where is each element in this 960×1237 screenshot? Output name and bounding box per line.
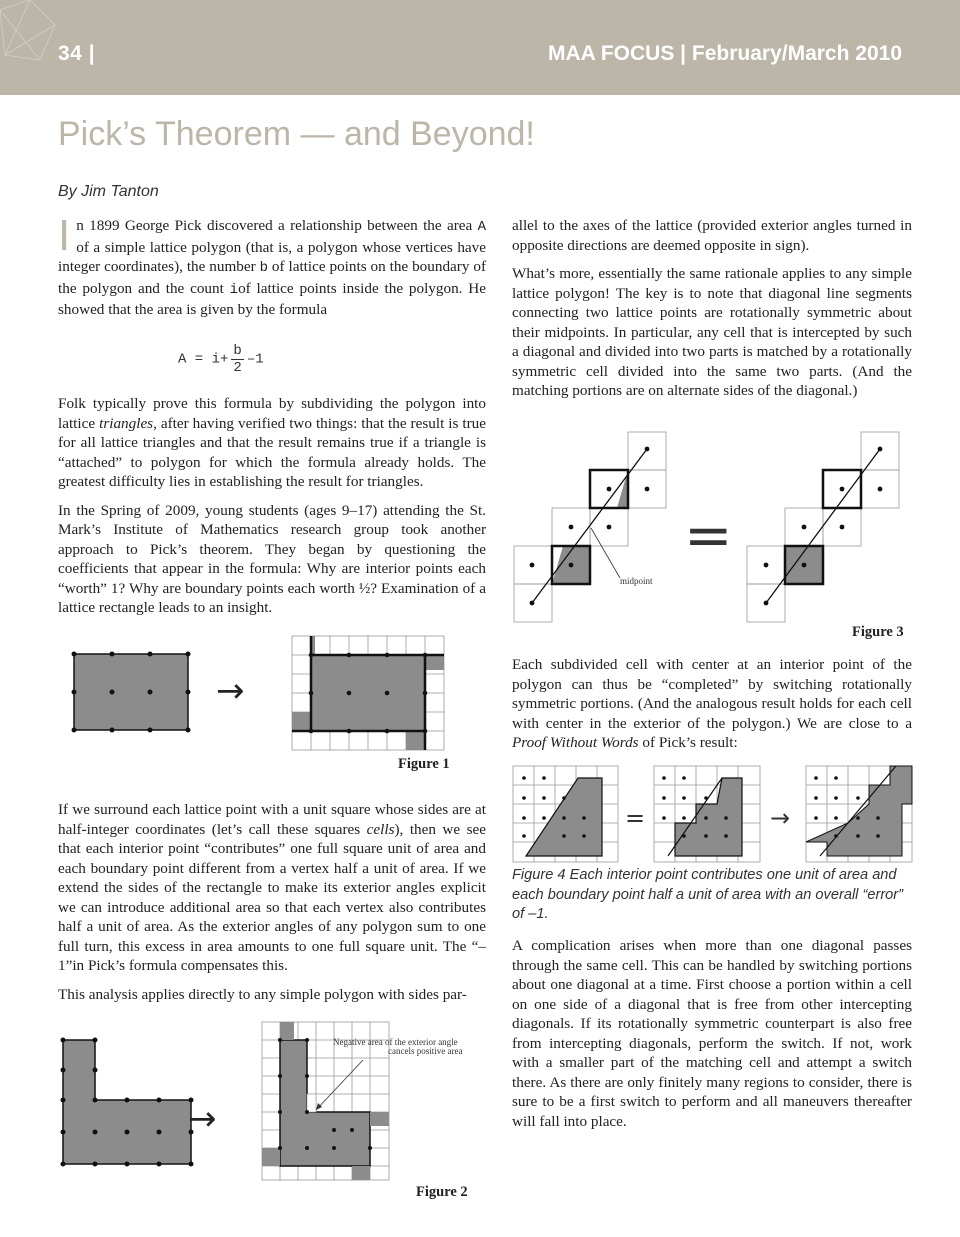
folk-text-1: Folk typically prove this formula by subdividing the polygon into lattice (58, 395, 486, 432)
lattice-point (186, 690, 191, 695)
fig2-shaded-region (280, 1040, 370, 1166)
each-em: Proof Without Words (512, 734, 639, 751)
fig2-annotation-line-1: Negative area of the exterior angle (333, 1037, 458, 1047)
page-header (0, 0, 960, 95)
figure-3-label: Figure 3 (852, 624, 904, 640)
lattice-point (110, 728, 115, 733)
fig4-equals: = (625, 804, 646, 832)
formula-lhs: A = i+ (178, 351, 229, 368)
left-column-bottom (58, 800, 486, 1013)
figure-2-label: Figure 2 (416, 1184, 468, 1200)
left-column-middle (58, 394, 486, 627)
lattice-point (186, 652, 191, 657)
fig2-exterior-corner (352, 1166, 370, 1180)
fig2-annotation-line-2: cancels positive area (388, 1046, 463, 1056)
lattice-point (72, 690, 77, 695)
figure-4-caption: Figure 4 Each interior point contributes one unit of area and each boundary point half a unit of area with an overall “error” of –1. (512, 867, 904, 922)
page-number: 34 | (58, 42, 96, 65)
figure-4 (512, 764, 914, 864)
formula-denominator: 2 (233, 360, 242, 376)
var-A: A (477, 219, 486, 235)
intro-paragraph (58, 211, 486, 320)
right-column-top (512, 216, 912, 410)
fig4-shaded-3 (806, 766, 912, 856)
header-decoration-icon (0, 0, 60, 95)
folk-paragraph (58, 394, 486, 492)
surround-paragraph (58, 800, 486, 976)
each-text-2: of Pick’s result: (638, 734, 738, 751)
lattice-point (72, 728, 77, 733)
fig2-exterior-corner (280, 1022, 294, 1040)
fig4-arrow: → (770, 804, 791, 832)
fig1-exterior-corner (406, 731, 425, 750)
lattice-point (72, 652, 77, 657)
each-text-1: Each subdivided cell with center at an interior point of the polygon can thus be “completed” by switching rotationally symmetric portions. (And the analogous result holds for each cell with center in the exterior of the polygon.) We are close to a (512, 656, 912, 732)
intro-text-1: n 1899 George Pick discovered a relationship between the area (76, 217, 478, 234)
fig3-equals: = (684, 501, 733, 569)
intro-text-3: of lattice points on the boundary of the polygon and the count (58, 258, 486, 297)
lattice-point (148, 728, 153, 733)
figure-1-label: Figure 1 (398, 756, 450, 772)
figure-3 (512, 430, 912, 630)
each-paragraph (512, 655, 912, 753)
fig1-rectangle (74, 654, 188, 730)
var-b: b (259, 260, 269, 276)
fig1-arrow: → (216, 671, 245, 711)
applies-paragraph: This analysis applies directly to any simple polygon with sides par- (58, 985, 467, 1003)
folk-em: triangles (99, 414, 154, 432)
fig2-annotation-pointer (316, 1060, 363, 1110)
formula-tail: –1 (246, 351, 264, 368)
drop-cap: I (58, 211, 71, 260)
fig2-arrow: → (188, 1099, 217, 1139)
fig2-negative-corner (307, 1094, 316, 1112)
surround-text-2: ), then we see that each interior point “contributes” one full square unit of area and each boundary point different from a vertex half a unit of area. If we extend the sides of the rectangle to make its exterior angles explicit we can introduce additional area so that each vertex also contributes half a unit of area. As the exterior angles of any polygon sum to one full turn, this excess in area amounts to one full square unit. The “–1”in Pick’s formula compensates this. (58, 820, 486, 974)
fig3-midpoint-label: midpoint (620, 576, 653, 586)
publication-title: MAA FOCUS | February/March 2010 (547, 42, 902, 65)
lattice-point (148, 690, 153, 695)
fig3-midpoint-pointer (591, 528, 620, 578)
folk-text-2: , after having verified two things: that the result is true for all lattice triangles and that the result remains true if a triangle is “attached” to polygon for which the formula already holds. The greatest difficulty lies in establishing the result for triangles. (58, 414, 486, 490)
whatsmore-paragraph: What’s more, essentially the same rationale applies to any simple lattice polygon! The key is to note that diagonal line segments connecting two lattice points are rotationally symmetric about their midpoints. In particular, any cell that is intercepted by such a diagonal and divided into two parts is matched by a rotationally symmetric cell divided into the same two parts. (And the matching portions are on alternate sides of the diagonal.) (512, 265, 912, 399)
figure-2 (58, 1018, 478, 1183)
intro-text-2: of a simple lattice polygon (that is, a polygon whose vertices have integer coordinates), the number (58, 238, 486, 275)
lattice-point (110, 690, 115, 695)
article-title: Pick’s Theorem — and Beyond! (58, 115, 535, 153)
allel-paragraph: allel to the axes of the lattice (provided exterior angles turned in opposite directions are deemed opposite in sign). (512, 217, 912, 254)
fig3-left-staircase (514, 432, 666, 622)
right-column-bottom (512, 936, 912, 1140)
var-i: i (229, 281, 239, 298)
lattice-point (148, 652, 153, 657)
surround-em: cells (366, 820, 395, 838)
complication-paragraph: A complication arises when more than one diagonal passes through the same cell. This can be handled by switching portions about one diagonal at a time. First choose a portion within a cell on one side of a diagonal that is free from other intercepting diagonals. If its rotationally symmetric counterpart is also free from intercepting diagonals, perform the switch. If not, work with a smaller part of the matching cell and attempt a switch there. As there are only finitely many regions to consider, there is sure to be a first switch to perform and all maneuvers thereafter will fall into place. (512, 937, 912, 1130)
lattice-point (186, 728, 191, 733)
fig1-shaded-region (311, 655, 425, 731)
spring-paragraph: In the Spring of 2009, young students (ages 9–17) attending the St. Mark’s Institute of Mathematics research group took another approach to Pick’s theorem. They began by questioning the coefficients that appear in the formula: Why are interior points each “worth” 1? Why are boundary points each worth ½? Examination of a lattice rectangle leads to an insight. (58, 501, 486, 616)
left-column-top (58, 211, 486, 329)
fig1-exterior-corner (292, 712, 311, 731)
fig2-exterior-corner (262, 1148, 280, 1166)
figure-1 (58, 630, 458, 755)
formula-numerator: b (233, 343, 242, 359)
fig1-exterior-corner (425, 655, 444, 670)
fig2-exterior-corner (370, 1112, 389, 1126)
pick-formula (178, 343, 264, 376)
byline: By Jim Tanton (58, 183, 159, 200)
right-column-middle (512, 655, 912, 762)
surround-text-1: If we surround each lattice point with a unit square whose sides are at half-integer coordinates (let’s call these squares (58, 801, 486, 838)
intro-text-4: of lattice points inside the polygon. He showed that the area is given by the formula (58, 279, 486, 318)
lattice-point (110, 652, 115, 657)
